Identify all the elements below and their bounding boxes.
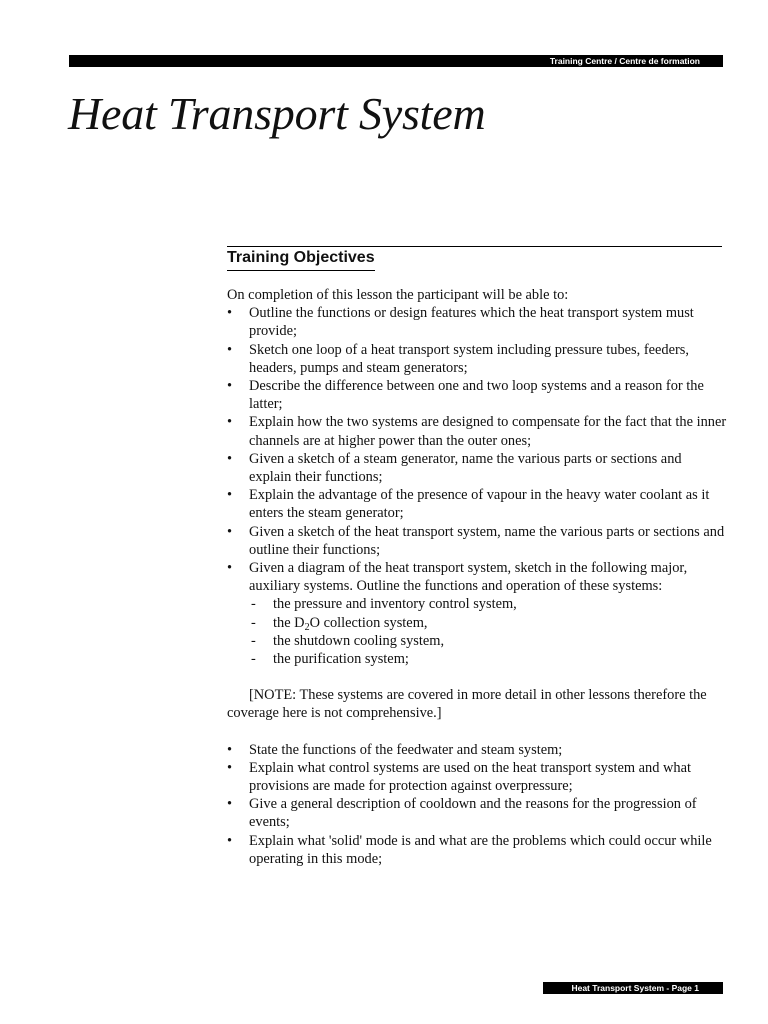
list-item: • Sketch one loop of a heat transport system including pressure tubes, feeders, headers, pumps and steam generators; — [227, 341, 727, 377]
objectives-list-2 — [227, 741, 727, 868]
header-bar-label: Training Centre / Centre de formation — [549, 56, 700, 66]
objectives-list — [227, 304, 727, 668]
list-item: • Given a sketch of a steam generator, name the various parts or sections and explain their functions; — [227, 450, 727, 486]
list-item: • Explain what control systems are used on the heat transport system and what provisions are made for protection against overpressure; — [227, 759, 727, 795]
list-item: • Give a general description of cooldown and the reasons for the progression of events; — [227, 795, 727, 831]
d2o-subscript: 2 — [304, 621, 310, 633]
list-item: • Given a sketch of the heat transport system, name the various parts or sections and outline their functions; — [227, 523, 727, 559]
header-bar — [69, 55, 723, 67]
d2o-suffix: O collection system, — [309, 614, 428, 631]
subsystem-item — [249, 614, 727, 632]
list-item: • Explain what 'solid' mode is and what are the problems which could occur while operating in this mode; — [227, 832, 727, 868]
list-item — [227, 559, 727, 668]
list-item: • Describe the difference between one and two loop systems and a reason for the latter; — [227, 377, 727, 413]
subsystem-item: - the pressure and inventory control system, — [249, 595, 727, 613]
objectives-body — [227, 286, 727, 868]
footer-bar — [543, 982, 723, 994]
list-item: • Explain how the two systems are designed to compensate for the fact that the inner channels are at higher power than the outer ones; — [227, 413, 727, 449]
list-item-text: Given a diagram of the heat transport system, sketch in the following major, auxiliary systems. Outline the functions and operation of these systems: — [249, 560, 688, 595]
list-item: • Explain the advantage of the presence of vapour in the heavy water coolant as it enters the steam generator; — [227, 486, 727, 522]
d2o-prefix: the D — [273, 614, 305, 631]
note-paragraph: [NOTE: These systems are covered in more detail in other lessons therefore the coverage here is not comprehensive.] — [227, 687, 707, 722]
list-item: • State the functions of the feedwater and steam system; — [227, 741, 727, 759]
intro-paragraph: On completion of this lesson the participant will be able to: — [227, 287, 569, 303]
page-footer-label: Heat Transport System - Page 1 — [571, 983, 699, 993]
list-item: • Outline the functions or design features which the heat transport system must provide; — [227, 304, 727, 340]
subsystem-item: - the purification system; — [249, 650, 727, 668]
section-heading: Training Objectives — [227, 247, 375, 271]
subsystem-item: - the shutdown cooling system, — [249, 632, 727, 650]
document-title: Heat Transport System — [68, 88, 486, 139]
subsystems-list — [249, 595, 727, 668]
